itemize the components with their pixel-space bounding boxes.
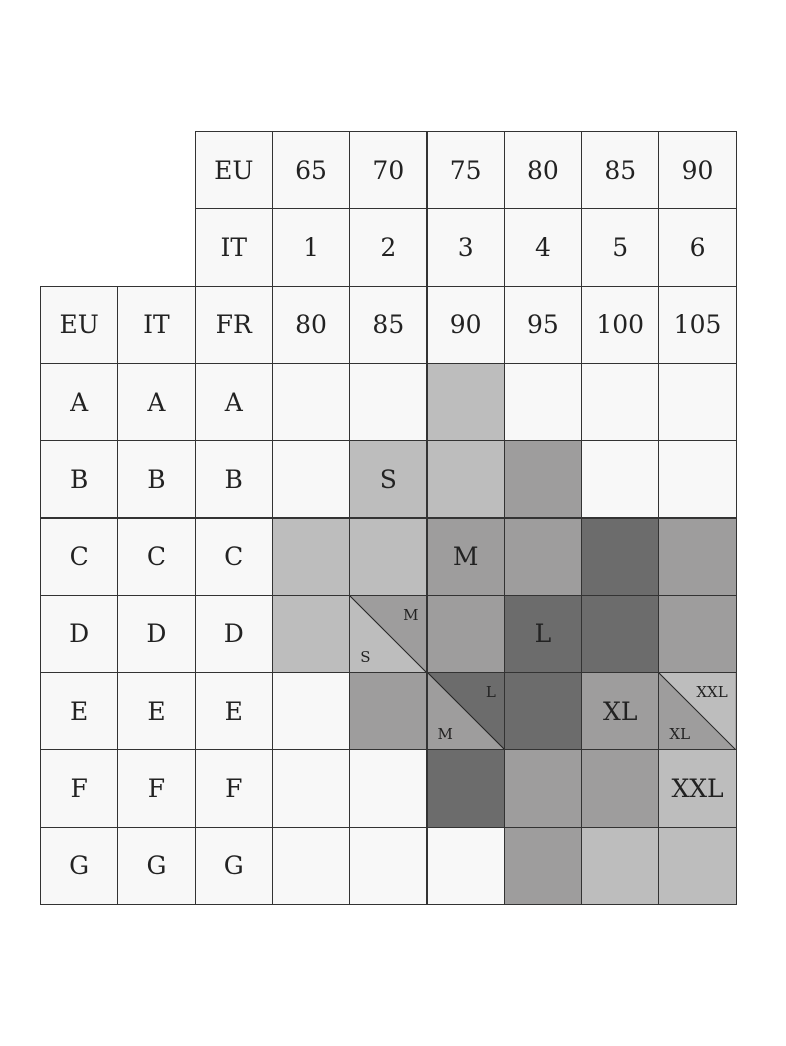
size-cell-labeled xyxy=(504,595,582,673)
size-cell xyxy=(272,440,350,518)
size-cell-labeled-label: XXL xyxy=(671,774,724,804)
cup-eu-cell xyxy=(40,518,118,596)
header-band-cell-label: 2 xyxy=(380,232,397,262)
split-size-cell xyxy=(427,672,505,750)
header-band-cell-label: 3 xyxy=(457,232,474,262)
column-header xyxy=(658,286,736,364)
size-cell-labeled-label: S xyxy=(379,464,397,494)
header-band-cell xyxy=(504,131,582,209)
size-cell-labeled-label: M xyxy=(452,542,479,572)
header-band-cell xyxy=(581,208,659,286)
header-band-cell xyxy=(658,208,736,286)
header-band-cell-label: 75 xyxy=(449,155,482,185)
column-header-label: IT xyxy=(143,310,170,340)
header-band-cell-label: 85 xyxy=(604,155,637,185)
size-cell xyxy=(272,749,350,827)
cup-fr-cell-label: A xyxy=(224,387,243,417)
size-cell xyxy=(581,518,659,596)
cup-eu-cell xyxy=(40,363,118,441)
cup-fr-cell xyxy=(195,595,273,673)
cup-eu-cell xyxy=(40,595,118,673)
split-size-cell xyxy=(349,595,427,673)
size-cell-labeled xyxy=(427,518,505,596)
column-header-label: 105 xyxy=(673,310,722,340)
size-cell xyxy=(658,518,736,596)
size-cell-labeled xyxy=(581,672,659,750)
cup-eu-cell xyxy=(40,440,118,518)
size-cell xyxy=(504,749,582,827)
column-header-label: EU xyxy=(59,310,99,340)
header-band-cell-label: 90 xyxy=(681,155,714,185)
cup-fr-cell-label: B xyxy=(224,464,243,494)
size-cell xyxy=(581,827,659,905)
column-header-label: 80 xyxy=(295,310,327,340)
cup-it-cell-label: G xyxy=(146,851,167,881)
size-cell xyxy=(427,363,505,441)
cup-eu-cell xyxy=(40,672,118,750)
size-cell xyxy=(349,749,427,827)
header-band-cell xyxy=(427,131,505,209)
cup-it-cell-label: B xyxy=(147,464,166,494)
size-cell xyxy=(272,827,350,905)
size-cell xyxy=(581,595,659,673)
cup-it-cell-label: F xyxy=(147,774,166,804)
header-band-cell xyxy=(427,208,505,286)
header-row-label xyxy=(195,208,273,286)
header-band-cell xyxy=(349,208,427,286)
column-header xyxy=(117,286,195,364)
cup-it-cell xyxy=(117,749,195,827)
column-header xyxy=(427,286,505,364)
column-header xyxy=(504,286,582,364)
size-cell xyxy=(504,363,582,441)
size-cell xyxy=(658,827,736,905)
size-cell xyxy=(427,440,505,518)
size-cell xyxy=(658,440,736,518)
column-header-label: 85 xyxy=(372,310,405,340)
cup-fr-cell-label: G xyxy=(223,851,244,881)
size-cell xyxy=(272,518,350,596)
header-row-label-label: IT xyxy=(220,232,248,262)
size-cell xyxy=(504,827,582,905)
cup-it-cell xyxy=(117,827,195,905)
lower-size-label: M xyxy=(437,725,453,744)
header-band-cell-label: 65 xyxy=(295,155,327,185)
header-band-cell xyxy=(658,131,736,209)
size-cell xyxy=(349,672,427,750)
column-header xyxy=(40,286,118,364)
size-cell-labeled-label: L xyxy=(534,619,552,649)
size-cell xyxy=(349,518,427,596)
size-cell xyxy=(504,440,582,518)
header-band-cell xyxy=(349,131,427,209)
cup-it-cell-label: A xyxy=(147,387,166,417)
size-cell xyxy=(427,749,505,827)
header-row-label xyxy=(195,131,273,209)
size-cell-labeled-label: XL xyxy=(603,696,638,726)
cup-fr-cell-label: D xyxy=(223,619,244,649)
cup-it-cell-label: D xyxy=(146,619,167,649)
cup-eu-cell-label: E xyxy=(70,696,89,726)
size-cell xyxy=(427,595,505,673)
size-cell xyxy=(427,827,505,905)
size-cell xyxy=(658,595,736,673)
size-cell xyxy=(504,518,582,596)
cup-eu-cell-label: A xyxy=(70,387,89,417)
size-cell-labeled xyxy=(349,440,427,518)
cup-it-cell-label: C xyxy=(146,542,167,572)
split-size-cell xyxy=(658,672,736,750)
cup-it-cell xyxy=(117,363,195,441)
cup-eu-cell-label: D xyxy=(69,619,90,649)
header-band-cell xyxy=(504,208,582,286)
size-cell xyxy=(581,363,659,441)
size-cell xyxy=(272,363,350,441)
header-band-cell-label: 1 xyxy=(303,232,319,262)
cup-eu-cell xyxy=(40,749,118,827)
header-band-cell-label: 80 xyxy=(527,155,559,185)
upper-size-label: L xyxy=(485,683,496,702)
cup-it-cell xyxy=(117,440,195,518)
cup-fr-cell xyxy=(195,518,273,596)
size-cell xyxy=(349,827,427,905)
cup-it-cell-label: E xyxy=(147,696,166,726)
column-header xyxy=(272,286,350,364)
cup-eu-cell-label: F xyxy=(70,774,88,804)
cup-it-cell xyxy=(117,595,195,673)
cup-fr-cell-label: C xyxy=(224,542,244,572)
column-header xyxy=(349,286,427,364)
column-header xyxy=(581,286,659,364)
cup-it-cell xyxy=(117,518,195,596)
size-cell xyxy=(658,363,736,441)
column-header-label: 90 xyxy=(449,310,482,340)
cup-fr-cell xyxy=(195,363,273,441)
header-row-label-label: EU xyxy=(214,155,254,185)
cup-fr-cell-label: F xyxy=(225,774,243,804)
column-header-label: FR xyxy=(215,310,252,340)
column-header-label: 100 xyxy=(596,310,645,340)
cup-eu-cell-label: G xyxy=(69,851,90,881)
cup-fr-cell xyxy=(195,672,273,750)
cup-fr-cell xyxy=(195,749,273,827)
header-band-cell xyxy=(272,131,350,209)
lower-size-label: XL xyxy=(669,725,691,744)
cup-fr-cell xyxy=(195,440,273,518)
cup-fr-cell-label: E xyxy=(224,696,243,726)
size-cell xyxy=(581,749,659,827)
header-band-cell xyxy=(581,131,659,209)
size-cell xyxy=(581,440,659,518)
size-cell xyxy=(272,595,350,673)
size-cell xyxy=(349,363,427,441)
size-cell-labeled xyxy=(658,749,736,827)
header-band-cell-label: 4 xyxy=(534,232,551,262)
column-header-label: 95 xyxy=(527,310,559,340)
cup-eu-cell-label: C xyxy=(69,542,89,572)
upper-size-label: M xyxy=(403,605,419,624)
header-band-cell-label: 70 xyxy=(372,155,405,185)
header-band-cell-label: 6 xyxy=(689,232,706,262)
cup-eu-cell-label: B xyxy=(69,464,89,494)
cup-it-cell xyxy=(117,672,195,750)
cup-eu-cell xyxy=(40,827,118,905)
cup-fr-cell xyxy=(195,827,273,905)
column-header xyxy=(195,286,273,364)
upper-size-label: XXL xyxy=(696,683,728,702)
lower-size-label: S xyxy=(360,648,371,667)
size-cell xyxy=(504,672,582,750)
size-cell xyxy=(272,672,350,750)
header-band-cell-label: 5 xyxy=(612,232,629,262)
header-band-cell xyxy=(272,208,350,286)
